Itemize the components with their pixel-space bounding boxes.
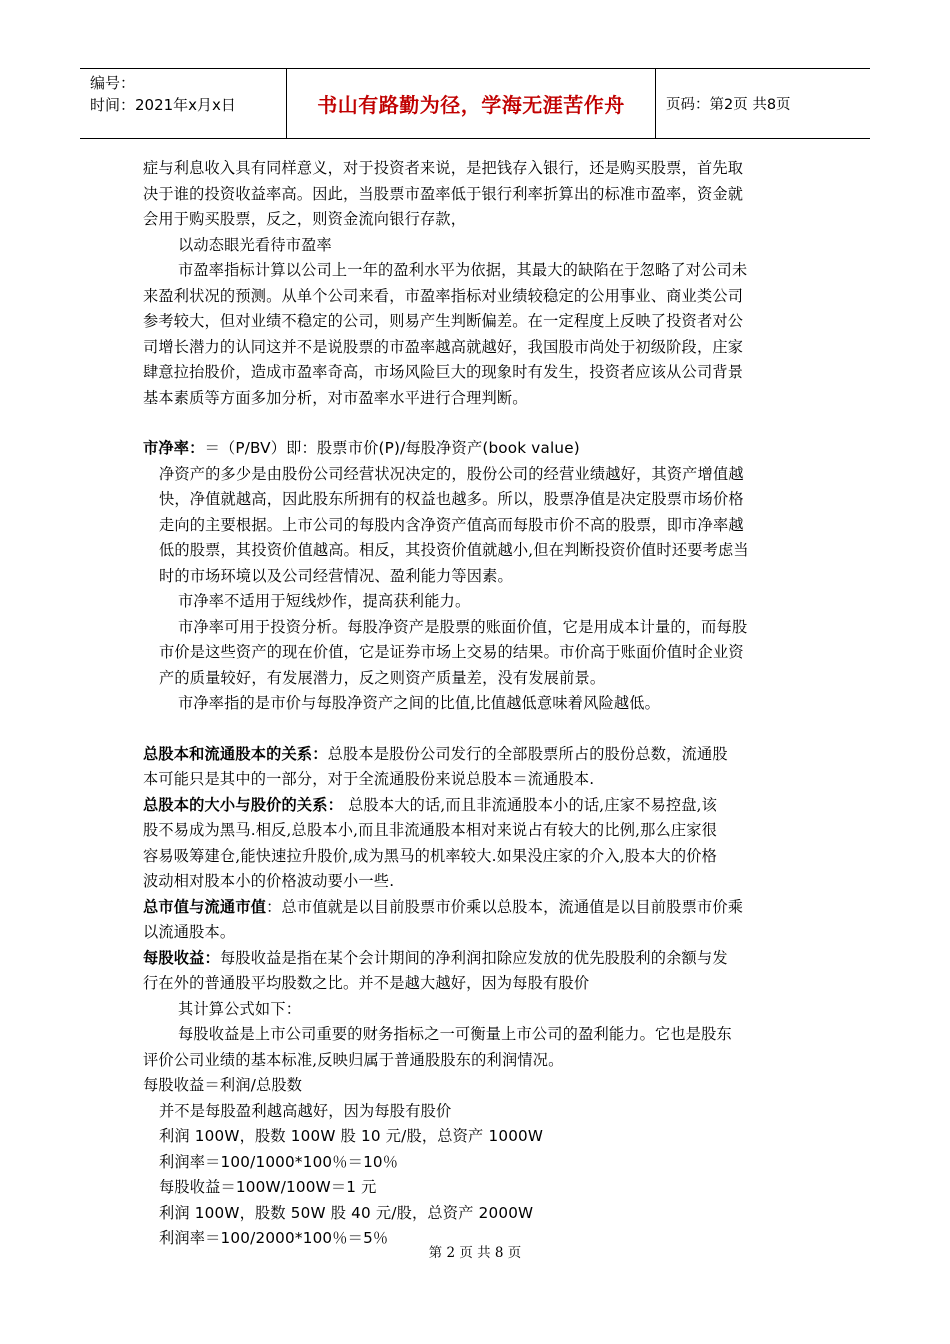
text-line: 容易吸筹建仓,能快速拉升股价,成为黑马的机率较大.如果没庄家的介入,股本大的价格: [143, 846, 718, 865]
text-line: 市盈率指标计算以公司上一年的盈利水平为依据，其最大的缺陷在于忽略了对公司未: [178, 261, 748, 279]
size-title: 总股本的大小与股价的关系：: [143, 795, 344, 814]
text-line: 市净率可用于投资分析。每股净资产是股票的账面价值，它是用成本计量的，而每股: [178, 617, 748, 636]
text-line: 会用于购买股票，反之，则资金流向银行存款，: [143, 210, 467, 228]
mv-heading-line: [143, 895, 811, 921]
text-line: 以流通股本。: [143, 923, 236, 941]
eps-formula: 每股收益＝利润/总股数: [143, 1076, 303, 1094]
text-line: 股不易成为黑马.相反,总股本小,而且非流通股本相对来说占有较大的比例,那么庄家很: [143, 821, 718, 839]
text-line: 症与利息收入具有同样意义，对于投资者来说，是把钱存入银行，还是购买股票，首先取: [143, 159, 744, 177]
page-footer: 第 2 页 共 8 页: [428, 1245, 522, 1261]
text-line: 基本素质等方面多加分析，对市盈率水平进行合理判断。: [143, 388, 528, 407]
text-line: 肆意拉抬股价，造成市盈率奇高，市场风险巨大的现象时有发生，投资者应该从公司背景: [143, 363, 744, 381]
header-meta: [80, 69, 286, 138]
text-line: 市净率指的是市价与每股净资产之间的比值,比值越低意味着风险越低。: [178, 694, 661, 712]
text-line: 决于谁的投资收益率高。因此，当股票市盈率低于银行利率折算出的标准市盈率，资金就: [143, 184, 744, 203]
text-line: 其计算公式如下：: [178, 999, 302, 1018]
size-text: 总股本大的话,而且非流通股本小的话,庄家不易控盘,该: [343, 795, 718, 814]
text-line: 时的市场环境以及公司经营情况、盈利能力等因素。: [159, 566, 513, 585]
number-label: 编号：: [90, 74, 136, 92]
text-line: 波动相对股本小的价格波动要小一些.: [143, 872, 395, 890]
pb-formula: ＝（P/BV）即：股票市价(P)/每股净资产(book value): [204, 439, 580, 457]
cap-text: 总股本是股份公司发行的全部股票所占的股份总数，流通股: [327, 744, 728, 763]
pb-title: 市净率：: [143, 439, 205, 457]
example-line: 每股收益＝100W/100W＝1 元: [159, 1178, 377, 1196]
text-line: 每股收益是上市公司重要的财务指标之一可衡量上市公司的盈利能力。它也是股东: [178, 1025, 732, 1043]
header-page-label: 页码：第2页 共8页: [666, 97, 791, 113]
pb-heading-line: [143, 436, 811, 462]
header-motto: 书山有路勤为径，学海无涯苦作舟: [286, 69, 656, 138]
mv-text: ：总市值就是以目前股票市价乘以总股本，流通值是以目前股票市价乘: [266, 897, 744, 916]
text-line: 行在外的普通股平均股数之比。并不是越大越好，因为每股有股价: [143, 974, 590, 992]
text-line: 市净率不适用于短线炒作，提高获利能力。: [178, 592, 471, 610]
mv-title: 总市值与流通市值: [143, 897, 267, 916]
paragraph-gap: [143, 411, 811, 436]
cap-heading-line: [143, 742, 811, 768]
example-line: 利润 100W，股数 50W 股 40 元/股，总资产 2000W: [159, 1203, 534, 1222]
text-line: 低的股票，其投资价值越高。相反，其投资价值就越小,但在判断投资价值时还要考虑当: [159, 541, 749, 559]
cap-title: 总股本和流通股本的关系：: [143, 744, 328, 763]
text-line: 参考较大，但对业绩不稳定的公司，则易产生判断偏差。在一定程度上反映了投资者对公: [143, 312, 744, 330]
text-line: 快，净值就越高，因此股东所拥有的权益也越多。所以，股票净值是决定股票市场价格: [159, 490, 744, 508]
paragraph-gap: [143, 717, 811, 742]
example-line: 并不是每股盈利越高越好，因为每股有股价: [159, 1101, 452, 1120]
section-subheading: 以动态眼光看待市盈率: [178, 235, 332, 254]
text-line: 本可能只是其中的一部分，对于全流通股份来说总股本＝流通股本.: [143, 770, 595, 788]
text-line: 来盈利状况的预测。从单个公司来看，市盈率指标对业绩较稳定的公用事业、商业类公司: [143, 286, 744, 305]
eps-heading-line: [143, 946, 811, 972]
text-line: 评价公司业绩的基本标准,反映归属于普通股股东的利润情况。: [143, 1050, 564, 1069]
eps-title: 每股收益：: [143, 948, 220, 967]
document-body: [143, 156, 811, 1252]
date-label: 时间：2021年x月x日: [90, 96, 236, 114]
text-line: 市价是这些资产的现在价值，它是证券市场上交易的结果。市价高于账面价值时企业资: [159, 643, 744, 661]
size-heading-line: [143, 793, 811, 819]
text-line: 产的质量较好，有发展潜力，反之则资产质量差，没有发展前景。: [159, 668, 606, 687]
eps-text: 每股收益是指在某个会计期间的净利润扣除应发放的优先股股利的余额与发: [219, 948, 728, 967]
text-line: 司增长潜力的认同这并不是说股票的市盈率越高就越好，我国股市尚处于初级阶段，庄家: [143, 337, 744, 356]
text-line: 走向的主要根据。上市公司的每股内含净资产值高而每股市价不高的股票，即市净率越: [159, 515, 744, 534]
text-line: 净资产的多少是由股份公司经营状况决定的，股份公司的经营业绩越好，其资产增值越: [159, 464, 744, 483]
page-header: [80, 68, 870, 139]
example-line: 利润 100W，股数 100W 股 10 元/股，总资产 1000W: [159, 1127, 544, 1145]
example-line: 利润率＝100/2000*100％＝5％: [159, 1229, 389, 1247]
example-line: 利润率＝100/1000*100％＝10％: [159, 1152, 399, 1171]
